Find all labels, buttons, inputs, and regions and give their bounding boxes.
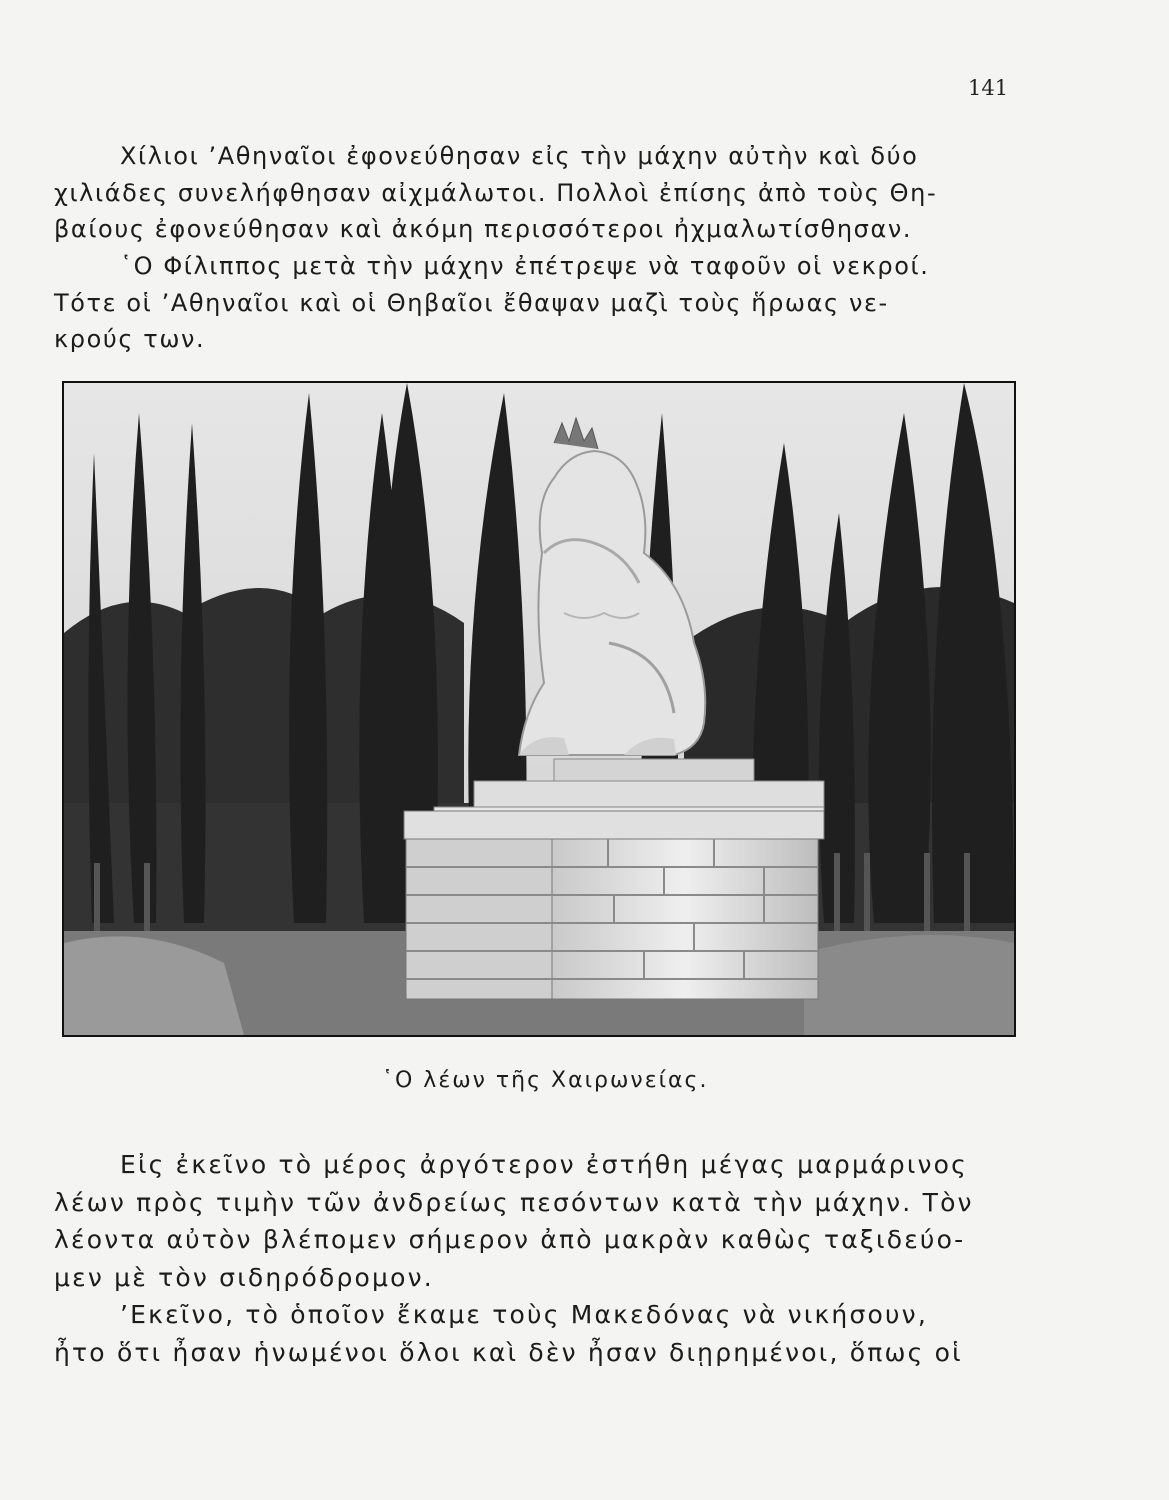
text-line: μεν μὲ τὸν σιδηρόδρομον. [54,1262,434,1292]
paragraph-burial [54,248,1016,358]
paragraph-casualties [54,138,1016,248]
text-line: χιλιάδες συνελήφθησαν αἰχμάλωτοι. Πολλοὶ ἐπίσης ἀπὸ τοὺς Θη- [54,178,938,207]
photo-illustration [64,383,1014,1035]
text-line: ’Εκεῖνο, τὸ ὁποῖον ἔκαμε τοὺς Μακεδόνας νὰ νικήσουν, [120,1300,928,1329]
text-line: κρούς των. [54,325,206,353]
text-line: Εἰς ἐκεῖνο τὸ μέρος ἀργότερον ἐστήθη μέγας μαρμάρινος [120,1150,969,1179]
text-line: ῾Ο Φίλιππος μετὰ τὴν μάχην ἐπέτρεψε νὰ ταφοῦν οἱ νεκροί. [120,252,930,280]
text-line: λέοντα αὐτὸν βλέπομεν σήμερον ἀπὸ μακρὰν καθὼς ταξιδεύο- [54,1225,966,1254]
paragraph-unity [54,1296,1016,1371]
paragraph-lion-statue [54,1146,1016,1296]
text-line: ἦτο ὅτι ἦσαν ἡνωμένοι ὅλοι καὶ δὲν ἦσαν διῃρημένοι, ὅπως οἱ [54,1337,963,1367]
text-line: λέων πρὸς τιμὴν τῶν ἀνδρείως πεσόντων κατὰ τὴν μάχην. Τὸν [54,1187,974,1217]
figure-caption: ῾Ο λέων τῆς Χαιρωνείας. [382,1068,709,1093]
text-line: βαίους ἐφονεύθησαν καὶ ἀκόμη περισσότεροι ἠχμαλωτίσθησαν. [54,215,913,243]
lion-of-chaeronea-photo [62,381,1016,1037]
page-number: 141 [968,76,1009,100]
text-line: Χίλιοι ’Αθηναῖοι ἐφονεύθησαν εἰς τὴν μάχην αὐτὴν καὶ δύο [120,142,919,170]
text-line: Τότε οἱ ’Αθηναῖοι καὶ οἱ Θηβαῖοι ἔθαψαν μαζὶ τοὺς ἥρωας νε- [54,288,889,317]
